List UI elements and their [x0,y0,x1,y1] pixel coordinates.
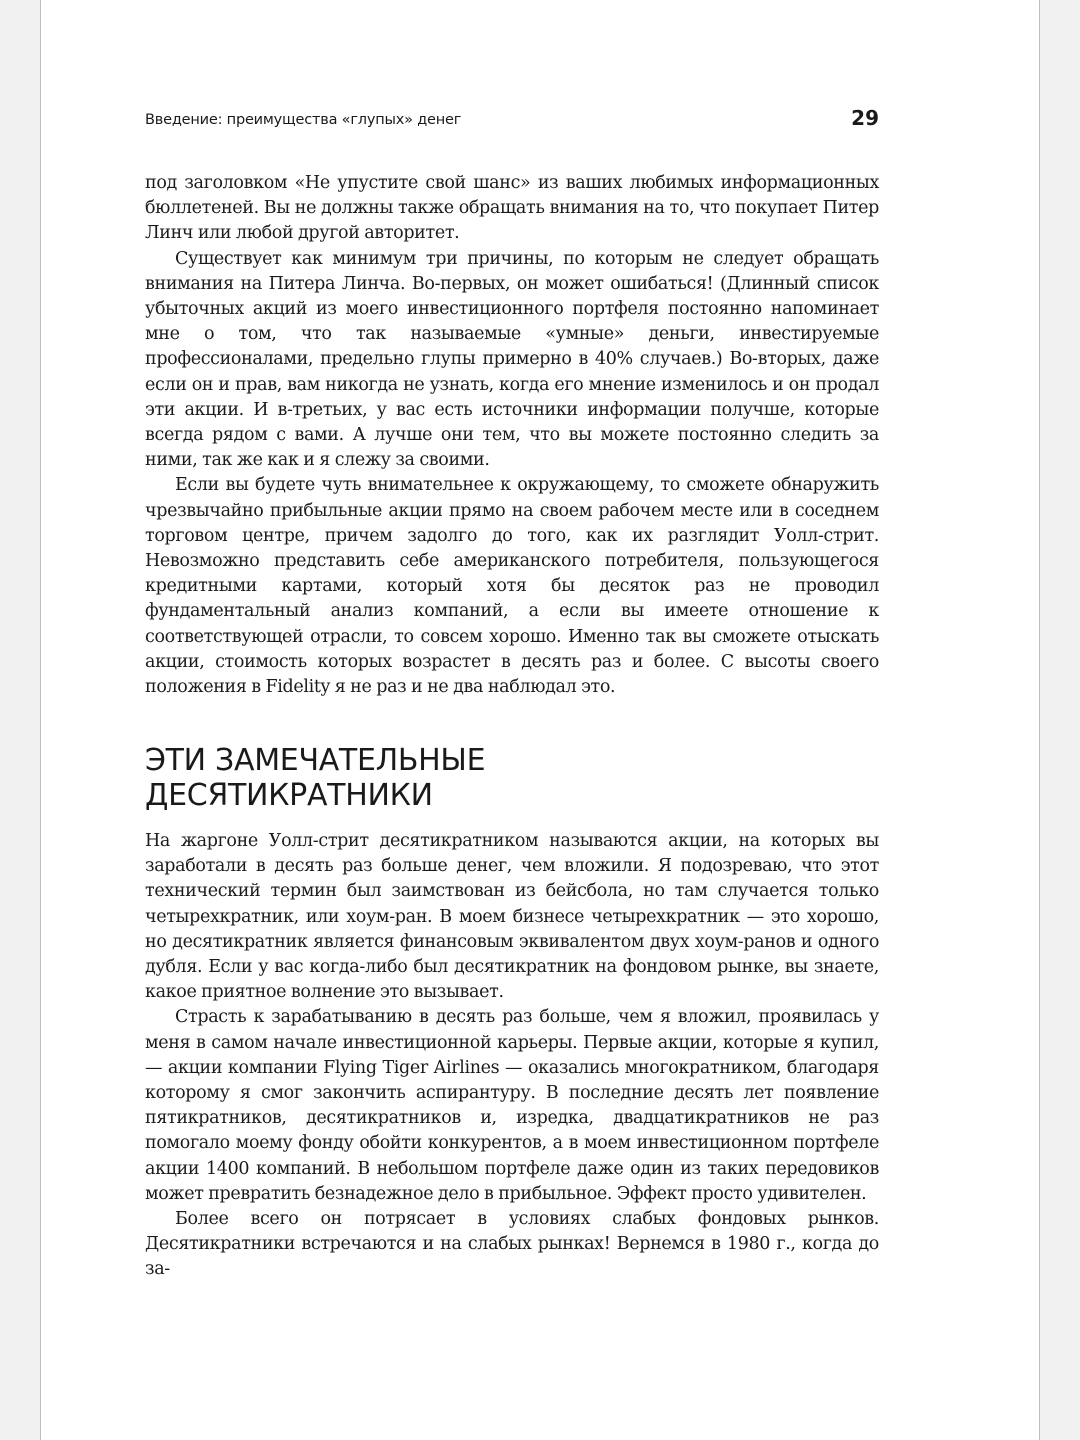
running-header [145,106,879,136]
paragraph: Если вы будете чуть внимательнее к окружающему, то сможете обнаружить чрезвычайно прибыльные акции прямо на своем рабочем месте или в соседнем торговом центре, причем задолго до того, как их разглядит Уолл-стрит. Невозможно представить себе американского потребителя, пользующегося кредитными картами, который хотя бы десяток раз не проводил фундаментальный анализ компаний, а если вы имеете отношение к соответствующей отрасли, то совсем хорошо. Именно так вы сможете отыскать акции, стоимость которых возрастет в десять раз и более. С высоты своего положения в Fidelity я не раз и не два наблюдал это. [145,475,879,698]
paragraph: Более всего он потрясает в условиях слабых фондовых рынков. Десятикратники встречаются и на слабых рынках! Вернемся в 1980 г., когда до за- [145,1209,879,1280]
page-number: 29 [851,106,879,130]
section-heading-line: ЭТИ ЗАМЕЧАТЕЛЬНЫЕ [145,743,486,778]
body-text-top [145,171,879,700]
paragraph: На жаргоне Уолл-стрит десятикратником называются акции, на которых вы заработали в десять раз больше денег, чем вложили. Я подозреваю, что этот технический термин был заимствован из бейсбола, но там случается только четырехкратник, или хоум-ран. В моем бизнесе четырехкратник — это хорошо, но десятикратник является финансовым эквивалентом двух хоум-ранов и одного дубля. Если у вас когда-либо был десятикратник на фондовом рынке, вы знаете, какое приятное волнение это вызывает. [145,831,879,1003]
body-text-bottom [145,829,879,1283]
paragraph: Страсть к зарабатыванию в десять раз больше, чем я вложил, проявилась у меня в самом начале инвестиционной карьеры. Первые акции, которые я купил, — акции компании Flying Tiger Airlines — оказались многократником, благодаря которому я смог закончить аспирантуру. В последние десять лет появление пятикратников, десятикратников и, изредка, двадцатикратников не раз помогало моему фонду обойти конкурентов, а в моем инвестиционном портфеле акции 1400 компаний. В небольшом портфеле даже один из таких передовиков может превратить безнадежное дело в прибыльное. Эффект просто удивителен. [145,1007,879,1204]
book-page [40,0,1040,1440]
section-heading [145,743,879,813]
running-title: Введение: преимущества «глупых» денег [145,112,462,128]
paragraph: под заголовком «Не упустите свой шанс» из ваших любимых информационных бюллетеней. Вы не должны также обращать внимания на то, что покупает Питер Линч или любой другой авторитет. [145,173,879,244]
section-heading-line: ДЕСЯТИКРАТНИКИ [145,778,433,813]
paragraph: Существует как минимум три причины, по которым не следует обращать внимания на Питера Линча. Во-первых, он может ошибаться! (Длинный список убыточных акций из моего инвестиционного портфеля постоянно напоминает мне о том, что так называемые «умные» деньги, инвестируемые профессионалами, предельно глупы примерно в 40% случаев.) Во-вторых, даже если он и прав, вам никогда не узнать, когда его мнение изменилось и он продал эти акции. И в-третьих, у вас есть источники информации получше, которые всегда рядом с вами. А лучше они тем, что вы можете постоянно следить за ними, так же как и я слежу за своими. [145,248,879,471]
